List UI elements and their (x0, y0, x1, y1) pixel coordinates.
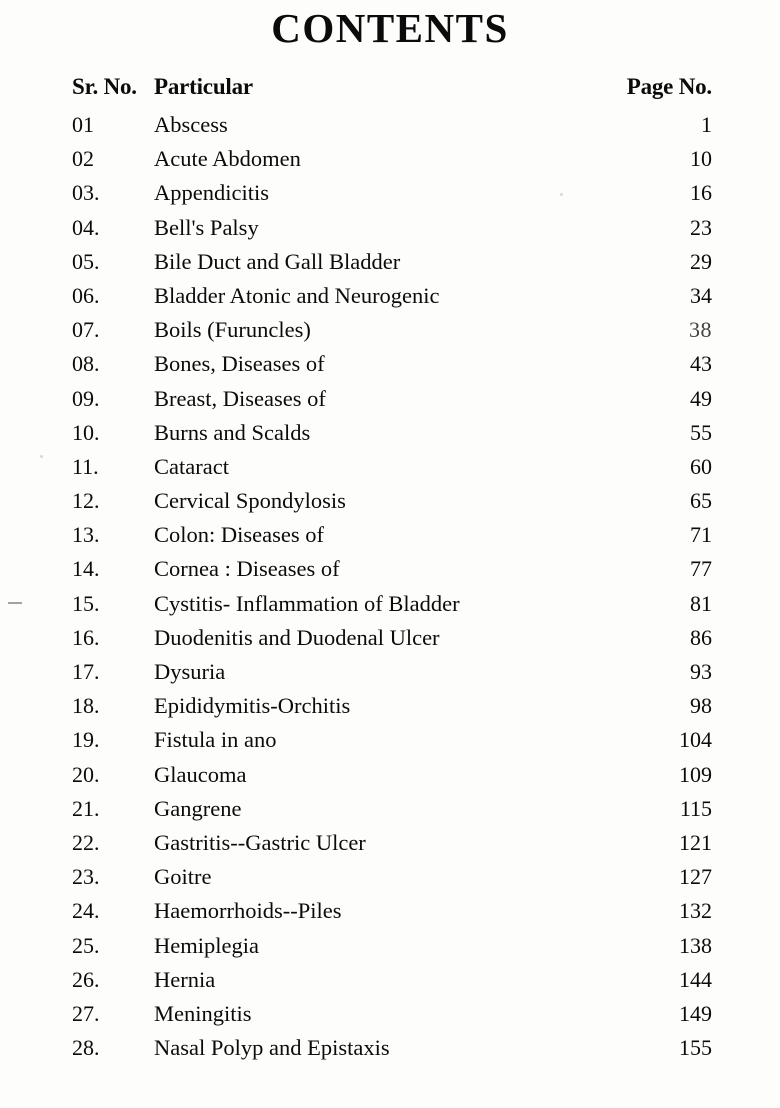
cell-page-no: 65 (690, 488, 712, 514)
cell-sr-no: 02 (72, 146, 94, 172)
cell-page-no: 77 (690, 556, 712, 582)
table-row[interactable] (72, 524, 712, 558)
table-row[interactable] (72, 214, 712, 251)
cell-sr-no: 09. (72, 385, 100, 411)
cell-sr-no: 07. (72, 317, 100, 343)
cell-particular: Cataract (154, 453, 229, 479)
cell-sr-no: 19. (72, 727, 100, 753)
cell-particular: Acute Abdomen (154, 146, 301, 172)
cell-page-no: 34 (690, 282, 712, 308)
cell-particular: Bell's Palsy (154, 214, 259, 240)
table-row[interactable] (72, 353, 712, 387)
cell-particular: Haemorrhoids--Piles (154, 898, 342, 924)
page-title: CONTENTS (271, 5, 509, 51)
table-row[interactable] (72, 590, 712, 627)
table-row[interactable] (72, 966, 712, 1003)
cell-sr-no: 24. (72, 898, 100, 924)
cell-particular: Cervical Spondylosis (154, 488, 346, 514)
cell-sr-no: 08. (72, 351, 100, 377)
cell-sr-no: 03. (72, 180, 100, 206)
table-row[interactable] (72, 490, 712, 524)
cell-sr-no: 21. (72, 795, 100, 821)
cell-page-no: 10 (690, 146, 712, 172)
cell-page-no: 93 (690, 659, 712, 684)
cell-sr-no: 28. (72, 1035, 100, 1061)
cell-page-no: 115 (679, 795, 712, 821)
cell-particular: Abscess (154, 112, 228, 137)
cell-particular: Meningitis (154, 1000, 252, 1026)
cell-sr-no: 26. (72, 966, 100, 992)
cell-page-no: 81 (690, 590, 712, 616)
table-row[interactable] (72, 385, 712, 422)
cell-sr-no: 04. (72, 214, 100, 240)
table-row[interactable] (72, 900, 712, 934)
column-header-page-no: Page No. (626, 74, 712, 99)
cell-sr-no: 13. (72, 522, 100, 548)
cell-page-no: 60 (690, 453, 712, 479)
scan-artifact-speck (40, 455, 43, 458)
cell-page-no: 138 (679, 932, 712, 958)
column-header-sr-no: Sr. No. (72, 74, 137, 99)
table-row[interactable] (72, 661, 712, 695)
cell-particular: Colon: Diseases of (154, 522, 324, 548)
cell-particular: Boils (Furuncles) (154, 317, 311, 343)
cell-particular: Appendicitis (154, 180, 269, 206)
cell-page-no: 98 (690, 693, 712, 719)
table-row[interactable] (72, 453, 712, 490)
cell-particular: Glaucoma (154, 761, 247, 787)
cell-particular: Gastritis--Gastric Ulcer (154, 829, 366, 855)
cell-page-no: 23 (690, 214, 712, 240)
cell-page-no: 86 (690, 624, 712, 650)
table-row[interactable] (72, 624, 712, 661)
cell-page-no: 132 (679, 898, 712, 924)
cell-sr-no: 01 (72, 112, 94, 137)
table-row[interactable] (72, 866, 712, 900)
cell-sr-no: 16. (72, 624, 100, 650)
cell-particular: Duodenitis and Duodenal Ulcer (154, 624, 440, 650)
cell-page-no: 121 (679, 829, 712, 855)
cell-particular: Cornea : Diseases of (154, 556, 340, 582)
cell-sr-no: 17. (72, 659, 100, 684)
cell-page-no: 38 (689, 317, 712, 343)
table-row[interactable] (72, 182, 712, 216)
table-row[interactable] (72, 1000, 712, 1037)
column-header-particular: Particular (154, 74, 253, 99)
cell-page-no: 29 (690, 248, 712, 274)
toc-header-row (72, 75, 712, 98)
scan-artifact-dash (8, 602, 22, 604)
table-row[interactable] (72, 148, 712, 182)
cell-page-no: 43 (690, 351, 712, 377)
cell-particular: Hernia (154, 966, 216, 992)
table-row[interactable] (72, 419, 712, 456)
cell-particular: Breast, Diseases of (154, 385, 326, 411)
toc-body (72, 114, 712, 1071)
cell-particular: Hemiplegia (154, 932, 259, 958)
cell-page-no: 144 (679, 966, 712, 992)
cell-particular: Goitre (154, 864, 212, 890)
cell-sr-no: 20. (72, 761, 100, 787)
table-row[interactable] (72, 1037, 712, 1071)
cell-page-no: 1 (701, 112, 712, 137)
cell-sr-no: 11. (72, 453, 99, 479)
cell-particular: Fistula in ano (154, 727, 277, 753)
cell-sr-no: 12. (72, 488, 100, 514)
table-row[interactable] (72, 695, 712, 729)
table-row[interactable] (72, 761, 712, 798)
cell-sr-no: 14. (72, 556, 100, 582)
cell-particular: Epididymitis-Orchitis (154, 693, 351, 719)
cell-particular: Nasal Polyp and Epistaxis (154, 1035, 390, 1061)
cell-particular: Bile Duct and Gall Bladder (154, 248, 401, 274)
cell-sr-no: 15. (72, 590, 100, 616)
cell-particular: Dysuria (154, 659, 226, 684)
cell-page-no: 127 (679, 864, 712, 890)
cell-sr-no: 27. (72, 1000, 100, 1026)
table-row[interactable] (72, 795, 712, 832)
cell-page-no: 55 (690, 419, 712, 445)
table-row[interactable] (72, 114, 712, 148)
cell-particular: Bladder Atonic and Neurogenic (154, 282, 440, 308)
cell-page-no: 16 (690, 180, 712, 206)
cell-sr-no: 10. (72, 419, 100, 445)
table-row[interactable] (72, 248, 712, 285)
cell-page-no: 109 (679, 761, 712, 787)
cell-page-no: 104 (679, 727, 712, 753)
cell-sr-no: 25. (72, 932, 100, 958)
table-of-contents (0, 75, 780, 1071)
table-row[interactable] (72, 829, 712, 866)
table-row[interactable] (72, 319, 712, 353)
table-row[interactable] (72, 558, 712, 592)
cell-page-no: 71 (690, 522, 712, 548)
cell-particular: Burns and Scalds (154, 419, 311, 445)
cell-page-no: 49 (690, 385, 712, 411)
cell-sr-no: 18. (72, 693, 100, 719)
table-row[interactable] (72, 282, 712, 319)
cell-sr-no: 23. (72, 864, 100, 890)
table-row[interactable] (72, 729, 712, 763)
cell-particular: Gangrene (154, 795, 242, 821)
table-row[interactable] (72, 932, 712, 969)
cell-sr-no: 22. (72, 829, 100, 855)
cell-sr-no: 06. (72, 282, 100, 308)
cell-page-no: 155 (679, 1035, 712, 1061)
cell-particular: Cystitis- Inflammation of Bladder (154, 590, 460, 616)
cell-page-no: 149 (679, 1000, 712, 1026)
cell-particular: Bones, Diseases of (154, 351, 325, 377)
cell-sr-no: 05. (72, 248, 100, 274)
